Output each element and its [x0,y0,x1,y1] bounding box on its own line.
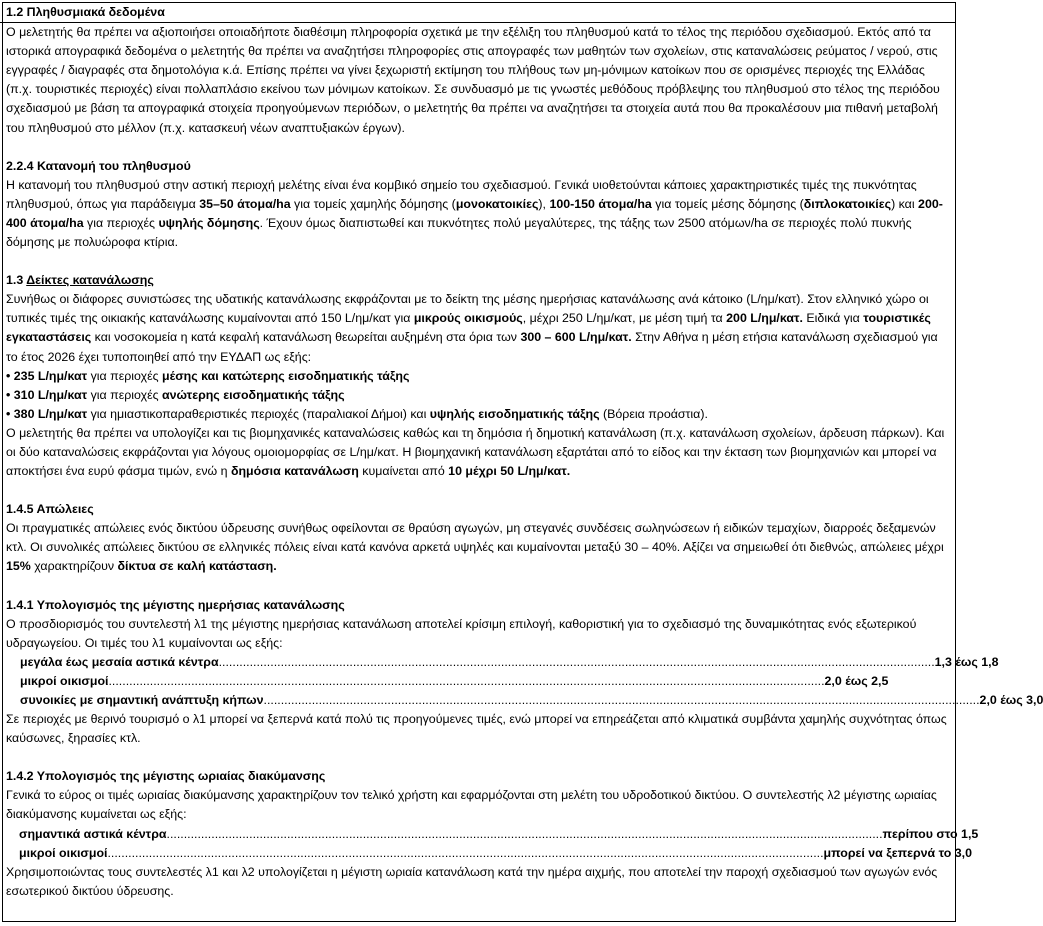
section-title-2-2-4: 2.2.4 Κατανομή του πληθυσμού [6,158,191,173]
section-2-2-4-text: Η κατανομή του πληθυσμού στην αστική περιοχή μελέτης είναι ένα κομβικό σημείο του σχεδιασμού. Γενικά υιοθετούνται κάποιες χαρακτηριστικές τιμές της πυκνότητας πληθυσμού, όπως για παράδειγμα 35–50 άτομα/ha για τομείς χαμηλής δόμησης (μονοκατοικίες), 100-150 άτομα/ha για τομείς μέσης δόμησης (διπλοκατοικίες) και 200-400 άτομα/ha για περιοχές υψηλής δόμησης. Έχουν όμως διαπιστωθεί και πυκνότητες πολύ μεγαλύτερες, της τάξης των 2500 ατόμων/ha σε περιοχές πολύ πυκνής δόμησης με πολυώροφα κτίρια. [6,177,943,250]
section-1-4-1-text-2: Σε περιοχές με θερινό τουρισμό ο λ1 μπορεί να ξεπερνά κατά πολύ τις προηγούμενες τιμές, ενώ μπορεί να επηρεάζεται από κλιματικά συμβάντα χαμηλής συχνότητας όπως καύσωνες, ξηρασίες κτλ. [6,712,947,746]
bullet-item: • 310 L/ημ/κατ για περιοχές ανώτερης εισοδηματικής τάξης [6,387,345,402]
coefficient-row: μικροί οικισμοί ................................................................................................................................................................................................................ μπορεί να ξεπερνά το 3,0 [19,845,973,860]
section-title-1-2: 1.2 Πληθυσμιακά δεδομένα [6,5,165,19]
bullet-item: • 235 L/ημ/κατ για περιοχές μέσης και κατώτερης εισοδηματικής τάξης [6,368,410,383]
section-1-4-1-text: Ο προσδιορισμός του συντελεστή λ1 της μέγιστης ημερήσιας κατανάλωση αποτελεί κρίσιμη επιλογή, καθοριστική για το σχεδιασμό της δυναμικότητας ενός εξωτερικού υδραγωγείου. Οι τιμές του λ1 κυμαίνονται ως εξής: [6,616,917,650]
section-title-1-4-5: 1.4.5 Απώλειες [6,502,94,517]
section-1-2-text: Ο μελετητής θα πρέπει να αξιοποιήσει οποιαδήποτε διαθέσιμη πληροφορία σχετικά με την εξέλιξη του πληθυσμού κατά το τέλος της περιόδου σχεδιασμού. Εκτός από τα ιστορικά απογραφικά δεδομένα ο μελετητής θα πρέπει να αναζητήσει πληροφορίες στις απογραφές των μαθητών των σχολείων, στις καταναλώσεις ρεύματος / νερού, στις εγγραφές / διαγραφές στα δημοτολόγια κ.ά. Επίσης πρέπει να γίνει ξεχωριστή εκτίμηση του πλήθους των μη-μόνιμων κατοίκων που σε ορισμένες περιοχές της Ελλάδας (π.χ. τουριστικές περιοχές) είναι πολλαπλάσιο εκείνου των μόνιμων κατοίκων. Σε συνδυασμό με τις γνωστές μεθόδους πρόβλεψης του πληθυσμού στο τέλος της περιόδου σχεδιασμού με βάση τα απογραφικά στοιχεία προηγούμενων περιόδων, ο μελετητής θα πρέπει να αναζητήσει τα στοιχεία αυτά που θα προκαλέσουν μια πιθανή μεταβολή του πληθυσμού στο μέλλον (π.χ. κατασκευή νέων αναπτυξιακών έργων). [6,25,940,135]
section-1-4-2-text-2: Χρησιμοποιώντας τους συντελεστές λ1 και λ2 υπολογίζεται η μέγιστη ωριαία κατανάλωση κατά την ημέρα αιχμής, που αποτελεί την παροχή σχεδιασμού των αγωγών ενός εσωτερικού δικτύου ύδρευσης. [6,864,938,898]
section-1-4-5-text: Οι πραγματικές απώλειες ενός δικτύου ύδρευσης συνήθως οφείλονται σε θραύση αγωγών, μη στεγανές συνδέσεις σωληνώσεων ή ειδικών τεμαχίων, διαρροές δεξαμενών κτλ. Οι συνολικές απώλειες δικτύου σε ελληνικές πόλεις είναι κατά κανόνα αρκετά υψηλές και κυμαίνονται μεταξύ 30 – 40%. Αξίζει να σημειωθεί ότι διεθνώς, απώλειες μέχρι 15% χαρακτηρίζουν δίκτυα σε καλή κατάσταση. [6,521,944,574]
section-title-1-4-2: 1.4.2 Υπολογισμός της μέγιστης ωριαίας διακύμανσης [6,769,326,784]
document-body [6,3,1043,901]
coefficient-row: μεγάλα έως μεσαία αστικά κέντρα ................................................................................................................................................................................................................ 1,3 έως 1,8 [20,654,999,669]
section-title-1-3: 1.3 Δείκτες κατανάλωσης [6,273,154,288]
coefficient-row: συνοικίες με σημαντική ανάπτυξη κήπων ................................................................................................................................................................................................................ 2,0 έως 3,0 [20,693,1043,707]
coefficient-row: σημαντικά αστικά κέντρα ................................................................................................................................................................................................................ περίπου στο 1,5 [19,826,979,841]
section-1-4-2-text: Γενικά το εύρος οι τιμές ωριαίας διακύμανσης χαρακτηρίζουν τον τελικό χρήστη και εφαρμόζονται στη μελέτη του υδροδοτικού δικτύου. Ο συντελεστής λ2 μέγιστης ωριαίας διακύμανσης κυμαίνεται ως εξής: [6,788,937,822]
coefficient-row: μικροί οικισμοί ................................................................................................................................................................................................................ 2,0 έως 2,5 [20,673,889,688]
bullet-item: • 380 L/ημ/κατ για ημιαστικοπαραθεριστικές περιοχές (παραλιακοί Δήμοι) και υψηλής εισοδηματικής τάξης (Βόρεια προάστια). [6,406,708,421]
section-1-3-text-2: Ο μελετητής θα πρέπει να υπολογίζει και τις βιομηχανικές καταναλώσεις καθώς και τη δημόσια ή δημοτική κατανάλωση (π.χ. κατανάλωση σχολείων, άρδευση πάρκων). Και οι δύο καταναλώσεις εκφράζονται για λόγους ομοιομορφίας σε L/ημ/κατ. Η βιομηχανική κατανάλωση εξαρτάται από το είδος και την έκταση των βιομηχανιών και μπορεί να αποκτήσει ένα ευρύ φάσμα τιμών, ενώ η δημόσια κατανάλωση κυμαίνεται από 10 μέχρι 50 L/ημ/κατ. [6,425,945,479]
section-1-3-text: Συνήθως οι διάφορες συνιστώσες της υδατικής κατανάλωσης εκφράζονται με το δείκτη της μέσης ημερήσιας κατανάλωσης ανά κάτοικο (L/ημ/κατ). Στον ελληνικό χώρο οι τυπικές τιμές της οικιακής κατανάλωσης κυμαίνονται από 150 L/ημ/κατ για μικρούς οικισμούς, μέχρι 250 L/ημ/κατ, με μέση τιμή τα 200 L/ημ/κατ. Ειδικά για τουριστικές εγκαταστάσεις και νοσοκομεία η κατά κεφαλή κατανάλωση θεωρείται αυξημένη στα όρια των 300 – 600 L/ημ/κατ. Στην Αθήνα η μέση ετήσια κατανάλωση σχεδιασμού για το έτος 2026 έχει τυποποιηθεί από την ΕΥΔΑΠ ως εξής: [6,292,938,364]
section-title-1-4-1: 1.4.1 Υπολογισμός της μέγιστης ημερήσιας κατανάλωσης [6,597,345,612]
